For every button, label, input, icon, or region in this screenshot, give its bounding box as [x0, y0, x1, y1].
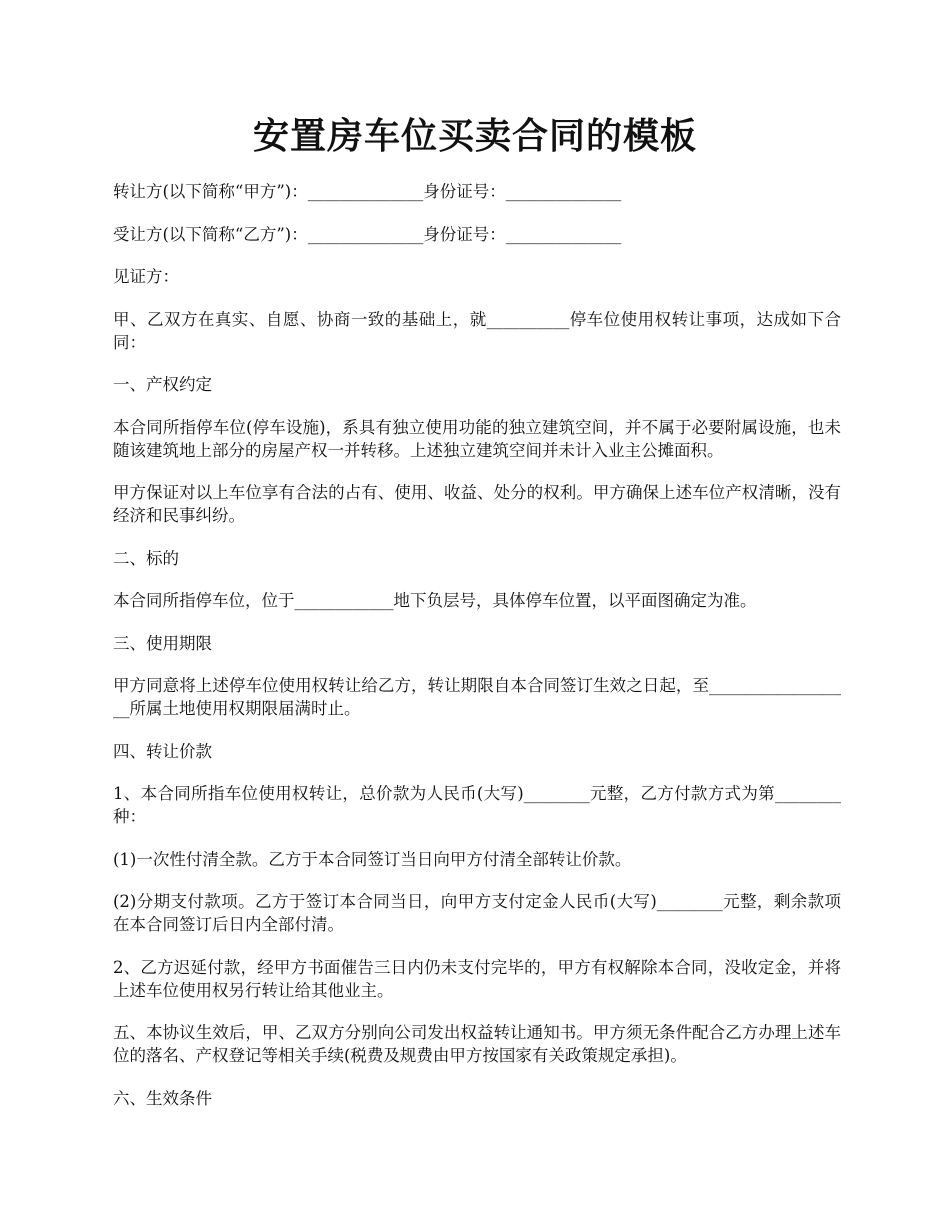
witness-line: 见证方： — [113, 267, 179, 286]
party-transferor-line: 转让方(以下简称“甲方”)：______________身份证号：______________ — [113, 182, 622, 201]
term-paragraph: 甲方同意将上述停车位使用权转让给乙方，转让期限自本合同签订生效之日起，至__________________所属土地使用权期限届满时止。 — [113, 676, 841, 718]
party-transferee-line: 受让方(以下简称“乙方”)：______________身份证号：______________ — [113, 224, 622, 244]
document-title: 安置房车位买卖合同的模板 — [252, 115, 697, 157]
section-five-paragraph: 五、本协议生效后，甲、乙双方分别向公司发出权益转让通知书。甲方须无条件配合乙方办理上述车位的落名、产权登记等相关手续(税费及规费由甲方按国家有关政策规定承担)。 — [113, 1023, 841, 1065]
price-option-1: (1)一次性付清全款。乙方于本合同签订当日向甲方付清全部转让价款。 — [113, 849, 632, 869]
section-heading-term: 三、使用期限 — [113, 633, 212, 653]
price-option-2: (2)分期支付款项。乙方于签订本合同当日，向甲方支付定金人民币(大写)________元整，剩余款项在本合同签订后日内全部付清。 — [113, 892, 841, 934]
section-heading-property: 一、产权约定 — [113, 375, 212, 394]
preamble-paragraph: 甲、乙双方在真实、自愿、协商一致的基础上，就__________停车位使用权转让事项，达成如下合同： — [113, 309, 841, 352]
price-clause-1: 1、本合同所指车位使用权转让，总价款为人民币(大写)________元整，乙方付款方式为第________种： — [113, 784, 841, 826]
section-heading-subject: 二、标的 — [113, 548, 179, 568]
property-paragraph-1: 本合同所指停车位(停车设施)，系具有独立使用功能的独立建筑空间，并不属于必要附属设施，也未随该建筑地上部分的房屋产权一并转移。上述独立建筑空间并未计入业主公摊面积。 — [113, 417, 841, 460]
subject-paragraph: 本合同所指停车位，位于____________地下负层号，具体停车位置，以平面图确定为准。 — [113, 591, 757, 610]
section-heading-price: 四、转让价款 — [113, 741, 212, 761]
property-paragraph-2: 甲方保证对以上车位享有合法的占有、使用、收益、处分的权利。甲方确保上述车位产权清晰，没有经济和民事纠纷。 — [113, 483, 841, 525]
document-body — [113, 180, 841, 1129]
section-heading-effect: 六、生效条件 — [113, 1088, 212, 1108]
price-clause-2: 2、乙方迟延付款，经甲方书面催告三日内仍未支付完毕的，甲方有权解除本合同，没收定金，并将上述车位使用权另行转让给其他业主。 — [113, 957, 841, 1000]
